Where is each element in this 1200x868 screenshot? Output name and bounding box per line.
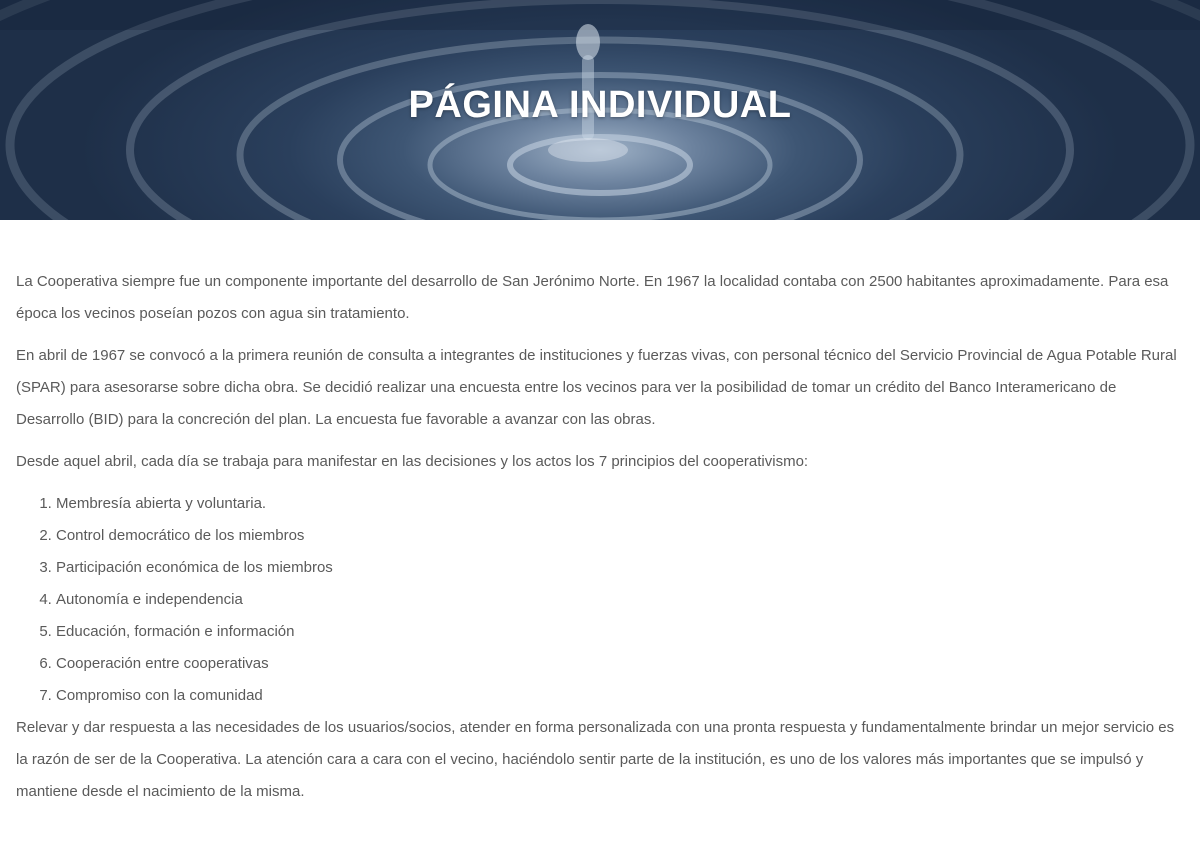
list-item: 2. Control democrático de los miembros — [56, 520, 1186, 552]
paragraph-principles-intro: Desde aquel abril, cada día se trabaja para manifestar en las decisiones y los actos los 7 principios del cooperativismo: — [16, 453, 809, 470]
list-item: 1. Membresía abierta y voluntaria. — [56, 488, 1186, 520]
list-item: 6. Cooperación entre cooperativas — [56, 648, 1186, 680]
paragraph-history: En abril de 1967 se convocó a la primera reunión de consulta a integrantes de instituciones y fuerzas vivas, con personal técnico del Servicio Provincial de Agua Potable Rural (SPAR) para asesorarse sobre dicha obra. Se decidió realizar una encuesta entre los vecinos para ver la posibilidad de tomar un crédito del Banco Interamericano de Desarrollo (BID) para la concreción del plan. La encuesta fue favorable a avanzar con las obras. — [16, 347, 1177, 428]
principles-list — [16, 488, 1186, 712]
article-body — [16, 266, 1186, 818]
paragraph-closing: Relevar y dar respuesta a las necesidades de los usuarios/socios, atender en forma personalizada con una pronta respuesta y fundamentalmente brindar un mejor servicio es la razón de ser de la Cooperativa. La atención cara a cara con el vecino, haciéndolo sentir parte de la institución, es uno de los valores más importantes que se impulsó y mantiene desde el nacimiento de la misma. — [16, 719, 1175, 800]
paragraph-intro: La Cooperativa siempre fue un componente importante del desarrollo de San Jerónimo Norte. En 1967 la localidad contaba con 2500 habitantes aproximadamente. Para esa época los vecinos poseían pozos con agua sin tratamiento. — [16, 273, 1169, 322]
list-item: 4. Autonomía e independencia — [56, 584, 1186, 616]
list-item: 5. Educación, formación e información — [56, 616, 1186, 648]
hero-banner — [0, 0, 1200, 220]
page-title: PÁGINA INDIVIDUAL — [408, 84, 792, 126]
list-item: 3. Participación económica de los miembros — [56, 552, 1186, 584]
list-item: 7. Compromiso con la comunidad — [56, 680, 1186, 712]
